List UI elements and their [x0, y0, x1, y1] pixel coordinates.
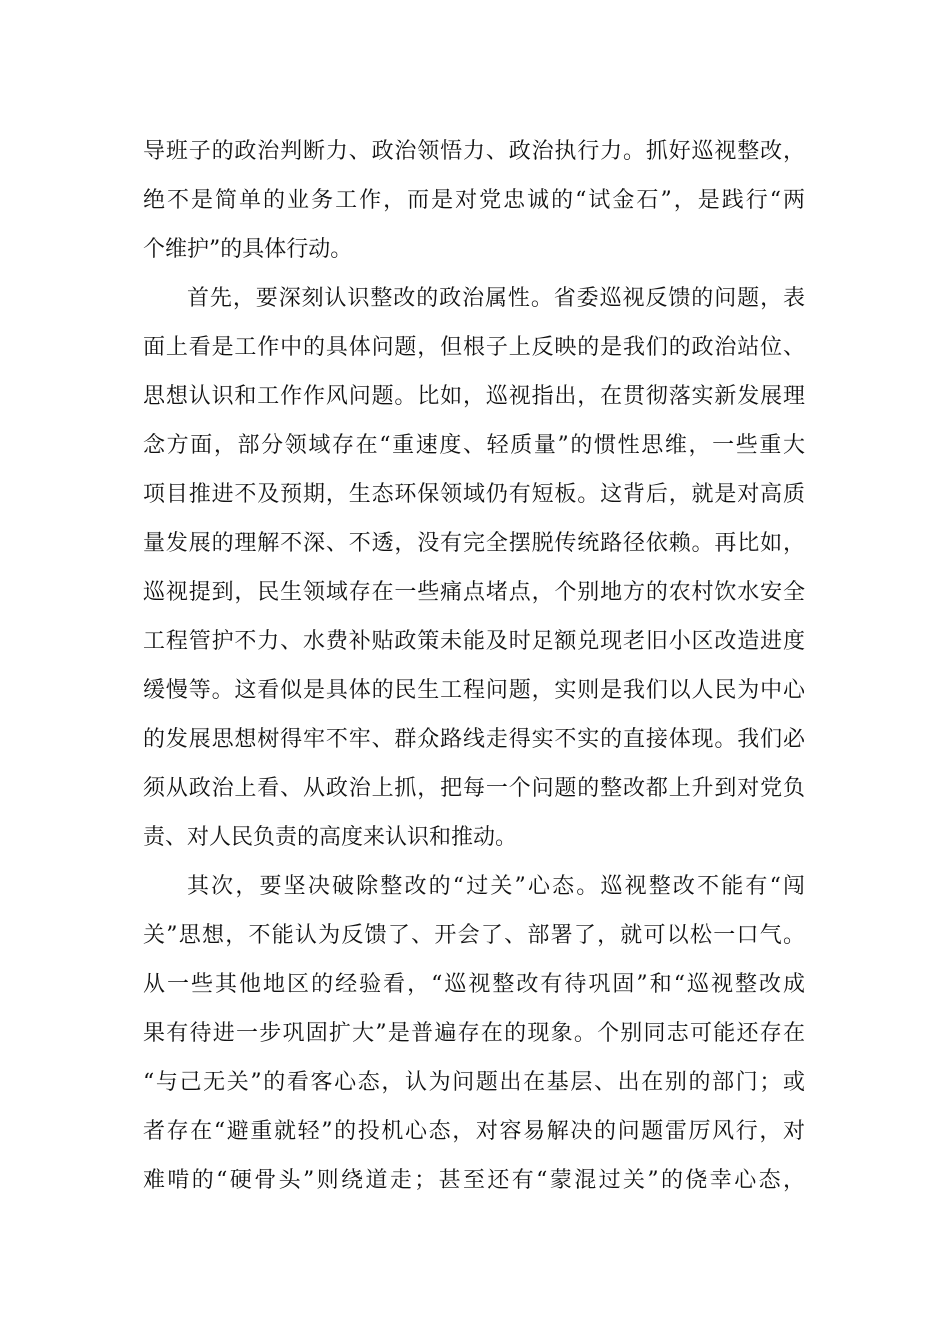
paragraph-2-line: 责、对人民负责的高度来认识和推动。	[143, 825, 518, 850]
paragraph-3-line: 者存在“避重就轻”的投机心态，对容易解决的问题雷厉风行，对	[143, 1119, 805, 1144]
paragraph-1-line: 导班子的政治判断力、政治领悟力、政治执行力。抓好巡视整改，	[143, 139, 805, 164]
paragraph-3-line: 其次，要坚决破除整改的“过关”心态。巡视整改不能有“闯	[187, 874, 805, 899]
paragraph-2-line: 思想认识和工作作风问题。比如，巡视指出，在贯彻落实新发展理	[143, 384, 805, 409]
paragraph-2-line: 首先，要深刻认识整改的政治属性。省委巡视反馈的问题，表	[187, 286, 805, 311]
paragraph-3-line: 从一些其他地区的经验看，“巡视整改有待巩固”和“巡视整改成	[143, 972, 805, 997]
paragraph-3-line: 难啃的“硬骨头”则绕道走；甚至还有“蒙混过关”的侥幸心态，	[143, 1168, 805, 1193]
paragraph-3-line: 果有待进一步巩固扩大”是普遍存在的现象。个别同志可能还存在	[143, 1021, 805, 1046]
paragraph-1-line: 绝不是简单的业务工作，而是对党忠诚的“试金石”，是践行“两	[143, 188, 805, 213]
paragraph-2-line: 缓慢等。这看似是具体的民生工程问题，实则是我们以人民为中心	[143, 678, 805, 703]
paragraph-2-line: 须从政治上看、从政治上抓，把每一个问题的整改都上升到对党负	[143, 776, 805, 801]
paragraph-2-line: 巡视提到，民生领域存在一些痛点堵点，个别地方的农村饮水安全	[143, 580, 805, 605]
paragraph-2-line: 量发展的理解不深、不透，没有完全摆脱传统路径依赖。再比如，	[143, 531, 805, 556]
paragraph-1-line: 个维护”的具体行动。	[143, 237, 353, 262]
paragraph-3-line: “与己无关”的看客心态，认为问题出在基层、出在别的部门；或	[143, 1070, 805, 1095]
paragraph-2-line: 念方面，部分领域存在“重速度、轻质量”的惯性思维，一些重大	[143, 433, 805, 458]
paragraph-2-line: 的发展思想树得牢不牢、群众路线走得实不实的直接体现。我们必	[143, 727, 805, 752]
paragraph-2-line: 工程管护不力、水费补贴政策未能及时足额兑现老旧小区改造进度	[143, 629, 805, 654]
paragraph-3-line: 关”思想，不能认为反馈了、开会了、部署了，就可以松一口气。	[143, 923, 805, 948]
paragraph-2-line: 项目推进不及预期，生态环保领域仍有短板。这背后，就是对高质	[143, 482, 805, 507]
paragraph-2-line: 面上看是工作中的具体问题，但根子上反映的是我们的政治站位、	[143, 335, 805, 360]
